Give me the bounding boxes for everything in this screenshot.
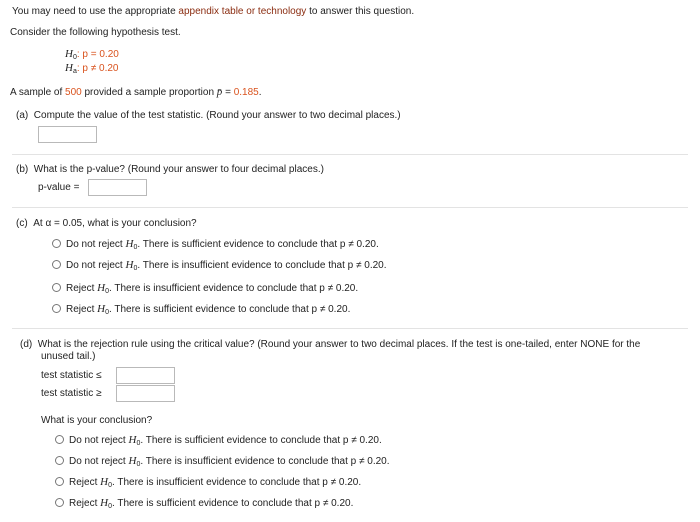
part-d-question-cont: unused tail.): [41, 351, 96, 362]
option-label: Reject $H_0$. There is insufficient evidence to conclude that p ≠ 0.20.: [66, 282, 359, 295]
part-c-option-2[interactable]: [52, 259, 387, 272]
option-label: Do not reject $H_0$. There is insufficient evidence to conclude that p ≠ 0.20.: [66, 259, 387, 272]
part-d-option-1[interactable]: [55, 434, 382, 447]
radio-button[interactable]: [55, 435, 64, 444]
option-label: Reject $H_0$. There is sufficient evidence to conclude that p ≠ 0.20.: [69, 497, 354, 510]
divider: [12, 154, 688, 155]
part-c-option-4[interactable]: [52, 303, 350, 316]
option-label: Reject $H_0$. There is sufficient evidence to conclude that p ≠ 0.20.: [66, 303, 351, 316]
part-c-option-1[interactable]: [52, 238, 379, 251]
lower-critical-value-input[interactable]: [116, 367, 175, 384]
lower-tail-label: test statistic ≤: [41, 370, 102, 381]
test-statistic-input[interactable]: [38, 126, 97, 143]
consider-text: Consider the following hypothesis test.: [10, 27, 181, 38]
part-d-option-3[interactable]: [55, 476, 361, 489]
option-label: Reject $H_0$. There is insufficient evidence to conclude that p ≠ 0.20.: [69, 476, 362, 489]
appendix-link[interactable]: appendix table or technology: [178, 6, 307, 17]
part-c-option-3[interactable]: [52, 282, 358, 295]
part-c-question: (c) At α = 0.05, what is your conclusion?: [16, 218, 197, 229]
part-d-conclusion-question: What is your conclusion?: [41, 415, 153, 426]
divider: [12, 207, 688, 208]
upper-critical-value-input[interactable]: [116, 385, 175, 402]
part-d-option-2[interactable]: [55, 455, 390, 468]
radio-button[interactable]: [52, 283, 61, 292]
radio-button[interactable]: [55, 456, 64, 465]
alternative-hypothesis: $H_a$: p ≠ 0.20: [65, 62, 119, 75]
divider: [12, 328, 688, 329]
part-a-question: (a) Compute the value of the test statistic. (Round your answer to two decimal places.): [16, 110, 401, 121]
upper-tail-label: test statistic ≥: [41, 388, 102, 399]
p-value-input[interactable]: [88, 179, 147, 196]
radio-button[interactable]: [55, 498, 64, 507]
null-hypothesis: $H_0$: p = 0.20: [65, 48, 119, 61]
radio-button[interactable]: [52, 304, 61, 313]
option-label: Do not reject $H_0$. There is insufficient evidence to conclude that p ≠ 0.20.: [69, 455, 390, 468]
part-d-option-4[interactable]: [55, 497, 353, 510]
intro-text: You may need to use the appropriate appendix table or technology to answer this question.: [12, 6, 415, 17]
sample-sentence: A sample of 500 provided a sample proportion p̄ = 0.185.: [10, 86, 262, 98]
radio-button[interactable]: [52, 260, 61, 269]
option-label: Do not reject $H_0$. There is sufficient evidence to conclude that p ≠ 0.20.: [69, 434, 382, 447]
part-b-question: (b) What is the p-value? (Round your answer to four decimal places.): [16, 164, 324, 175]
radio-button[interactable]: [52, 239, 61, 248]
part-d-question: (d) What is the rejection rule using the critical value? (Round your answer to two decimal places. If the test is one-tailed, enter NONE for the: [20, 339, 641, 350]
p-value-label: p-value =: [38, 182, 80, 193]
option-label: Do not reject $H_0$. There is sufficient evidence to conclude that p ≠ 0.20.: [66, 238, 379, 251]
radio-button[interactable]: [55, 477, 64, 486]
